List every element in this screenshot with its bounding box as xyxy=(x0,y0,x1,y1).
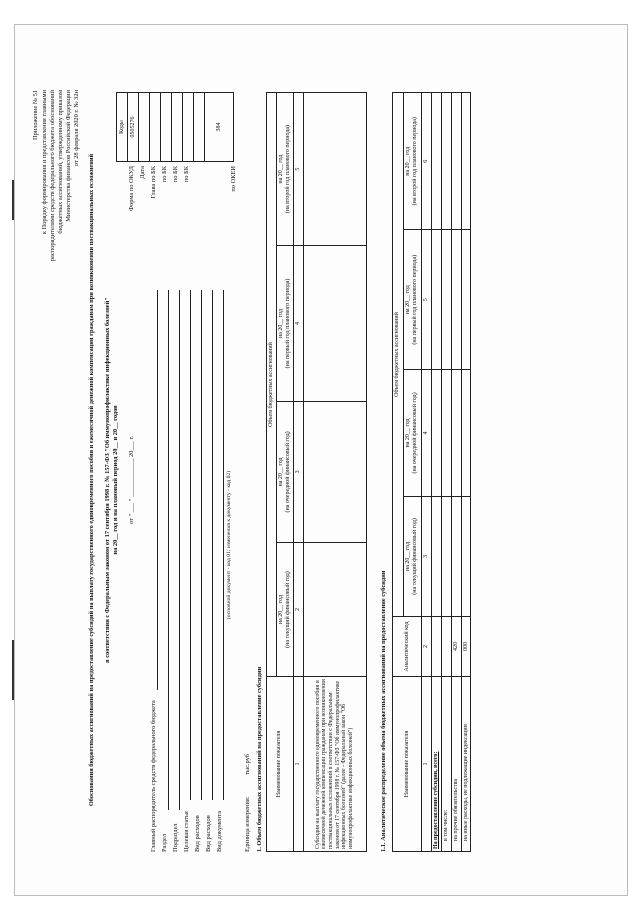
field-podrazdel-line xyxy=(179,290,180,810)
s1-cell-4 xyxy=(303,246,366,402)
date-line: от " ___ " ____________ 20___ г. xyxy=(128,435,135,525)
field-vr-2-line xyxy=(212,290,213,800)
s11-nonidx-c4 xyxy=(461,370,471,497)
code-bk-3 xyxy=(183,93,194,162)
unit-value: тыс.руб xyxy=(244,754,251,775)
code-okud: 0505276 xyxy=(128,93,139,162)
s11-num-4: 4 xyxy=(422,370,432,497)
s11-incl-c6 xyxy=(441,93,451,230)
appendix-number: Приложение № 51 xyxy=(32,90,39,140)
field-vr-1: Вид расходов xyxy=(194,815,201,852)
codes-label-okud: Форма по ОКУД xyxy=(128,166,135,211)
field-vr-1-line xyxy=(201,290,202,800)
codes-label-bk3: по БК xyxy=(183,166,190,183)
unit-label: Единица измерения: xyxy=(244,796,251,852)
s11-num-6: 6 xyxy=(422,93,432,230)
field-razdel-line xyxy=(168,290,169,810)
s1-year4-desc: (на второй год планового периода) xyxy=(284,124,291,214)
appendix-line-5: от 28 февраля 2020 г. № 32н xyxy=(73,90,80,167)
s1-col-name: Наименование показателя xyxy=(267,677,294,852)
field-grbs: Главный распорядитель средств федерального бюджета xyxy=(150,700,157,852)
s11-total-c4 xyxy=(431,370,441,497)
s1-num-4: 4 xyxy=(293,246,303,402)
s11-col-code: Аналитический код xyxy=(393,617,422,677)
s1-row-subsidy: Субсидия на выплату государственного единовременного пособия и ежемесячной денежной компенсации гражданам при возникновении поствакцинальных осложнений в соответствии с Федеральным законом от 17 сентября 1998 г. № 157-ФЗ "Об иммунопрофилактике инфекционных болезней" (далее - Федеральный закон "Об иммунопрофилактике инфекционных болезней") xyxy=(303,677,366,852)
s1-cell-2 xyxy=(303,543,366,677)
s11-year3-desc: (на первый год планового периода) xyxy=(412,254,419,345)
codes-label-okei: по ОКЕИ xyxy=(230,166,237,192)
s11-year3: на 20__ год xyxy=(405,285,412,315)
s1-year2: на 20__ год xyxy=(277,457,284,487)
s11-num-3: 3 xyxy=(422,496,432,616)
s11-num-2: 2 xyxy=(422,617,432,677)
field-doc-type: Вид документа xyxy=(216,810,223,852)
s11-other-c4 xyxy=(451,370,461,497)
field-razdel: Раздел xyxy=(161,833,168,852)
s1-year1-desc: (на текущий финансовый год) xyxy=(284,571,291,648)
s11-year4-desc: (на второй год планового периода) xyxy=(412,117,419,206)
s1-num-5: 5 xyxy=(293,93,303,246)
s1-year2-desc: (на очередной финансовый год) xyxy=(284,431,291,513)
appendix-line-1: к Порядку формирования и представления главными xyxy=(41,90,48,235)
code-okei: 384 xyxy=(205,93,234,162)
section11-table xyxy=(392,92,471,852)
rotated-document-page xyxy=(20,20,620,880)
s11-total-c3 xyxy=(431,496,441,616)
codes-label-bk1: по БК xyxy=(161,166,168,183)
s11-row-nonindexed-code: 000 xyxy=(461,617,471,677)
code-bk-2 xyxy=(172,93,183,162)
s1-year1: на 20__ год xyxy=(277,594,284,625)
s1-year3: на 20__ год xyxy=(277,308,284,339)
s11-row-total: На предоставление субсидии, всего: xyxy=(431,677,441,852)
section1-title: 1. Объем бюджетных ассигнований на предоставление субсидии xyxy=(256,666,263,852)
codes-table xyxy=(116,92,234,162)
s11-nonidx-c3 xyxy=(461,496,471,616)
s11-row-including-code xyxy=(441,617,451,677)
s11-total-c6 xyxy=(431,93,441,230)
appendix-line-3: бюджетных ассигнований, утвержденному приказом xyxy=(57,90,64,234)
code-glava xyxy=(150,93,161,162)
codes-label-date: Дата xyxy=(139,166,146,179)
scan-edge-mark xyxy=(12,180,14,220)
s11-num-5: 5 xyxy=(422,230,432,370)
s11-num-1: 1 xyxy=(422,677,432,852)
s11-year2: на 20__ год xyxy=(405,418,412,448)
s11-year1: на 20__ год xyxy=(405,541,412,571)
s1-col-group: Объем бюджетных ассигнований xyxy=(267,93,277,677)
s1-num-3: 3 xyxy=(293,401,303,542)
s11-other-c3 xyxy=(451,496,461,616)
s1-num-2: 2 xyxy=(293,543,303,677)
s11-row-including: в том числе: xyxy=(441,677,451,852)
document-title-period: на 20__ год и на плановый период 20__ и 20__ годов xyxy=(112,405,119,555)
field-grbs-line xyxy=(157,290,158,690)
s11-incl-c5 xyxy=(441,230,451,370)
field-cs-line xyxy=(190,290,191,800)
s1-num-1: 1 xyxy=(293,677,303,852)
scan-edge-mark xyxy=(12,640,14,700)
s11-year4: на 20__ год xyxy=(405,146,412,176)
field-podrazdel: Подраздел xyxy=(172,823,179,852)
s1-year3-desc: (на первый год планового периода) xyxy=(284,278,291,369)
s11-row-total-code xyxy=(431,617,441,677)
appendix-line-4: Министерства финансов Российской Федерации xyxy=(65,90,72,222)
s11-year1-desc: (на текущий финансовый год) xyxy=(412,518,419,595)
codes-label-glava: Глава по БК xyxy=(150,166,157,199)
doc-type-note: (основной документ - код 01; изменения к документу - код 02) xyxy=(226,470,232,620)
s11-row-nonindexed: на иные расходы, не подлежащие индексации xyxy=(461,677,471,852)
s1-cell-5 xyxy=(303,93,366,246)
s11-col-name: Наименование показателя xyxy=(393,677,422,852)
s11-total-c5 xyxy=(431,230,441,370)
s11-nonidx-c6 xyxy=(461,93,471,230)
codes-header: Коды xyxy=(117,93,128,162)
s11-other-c5 xyxy=(451,230,461,370)
s11-row-other-code: 420 xyxy=(451,617,461,677)
field-cs: Целевая статья xyxy=(183,811,190,852)
appendix-line-2: распорядителями средств федерального бюджета обоснований xyxy=(49,90,56,262)
s1-cell-3 xyxy=(303,401,366,542)
field-doc-type-line xyxy=(223,290,224,800)
s11-col-group: Объем бюджетных ассигнований xyxy=(393,93,404,617)
s1-year4: на 20__ год xyxy=(277,154,284,184)
code-date xyxy=(139,93,150,162)
document-title-law: в соответствии с Федеральным законом от 17 сентября 1998 г. № 157-ФЗ "Об иммунопрофилактике инфекционных болезней" xyxy=(104,297,111,663)
code-blank xyxy=(194,93,205,162)
s11-incl-c3 xyxy=(441,496,451,616)
section1-table xyxy=(266,92,367,852)
s11-other-c6 xyxy=(451,93,461,230)
s11-incl-c4 xyxy=(441,370,451,497)
field-vr-2: Вид расходов xyxy=(205,815,212,852)
s11-nonidx-c5 xyxy=(461,230,471,370)
codes-label-bk2: по БК xyxy=(172,166,179,183)
s11-year2-desc: (на очередной финансовый год) xyxy=(412,392,419,474)
document-title: Обоснования бюджетных ассигнований на предоставление субсидий на выплату государственного единовременного пособия и ежемесячной денежной компенсации гражданам при возникновении поствакцинальных осложнений xyxy=(88,153,95,807)
s11-row-other: на прочие обязательства xyxy=(451,677,461,852)
code-bk-1 xyxy=(161,93,172,162)
section11-title: 1.1. Аналитическое распределение объема бюджетных ассигнований на предоставление субсидии xyxy=(380,570,387,852)
